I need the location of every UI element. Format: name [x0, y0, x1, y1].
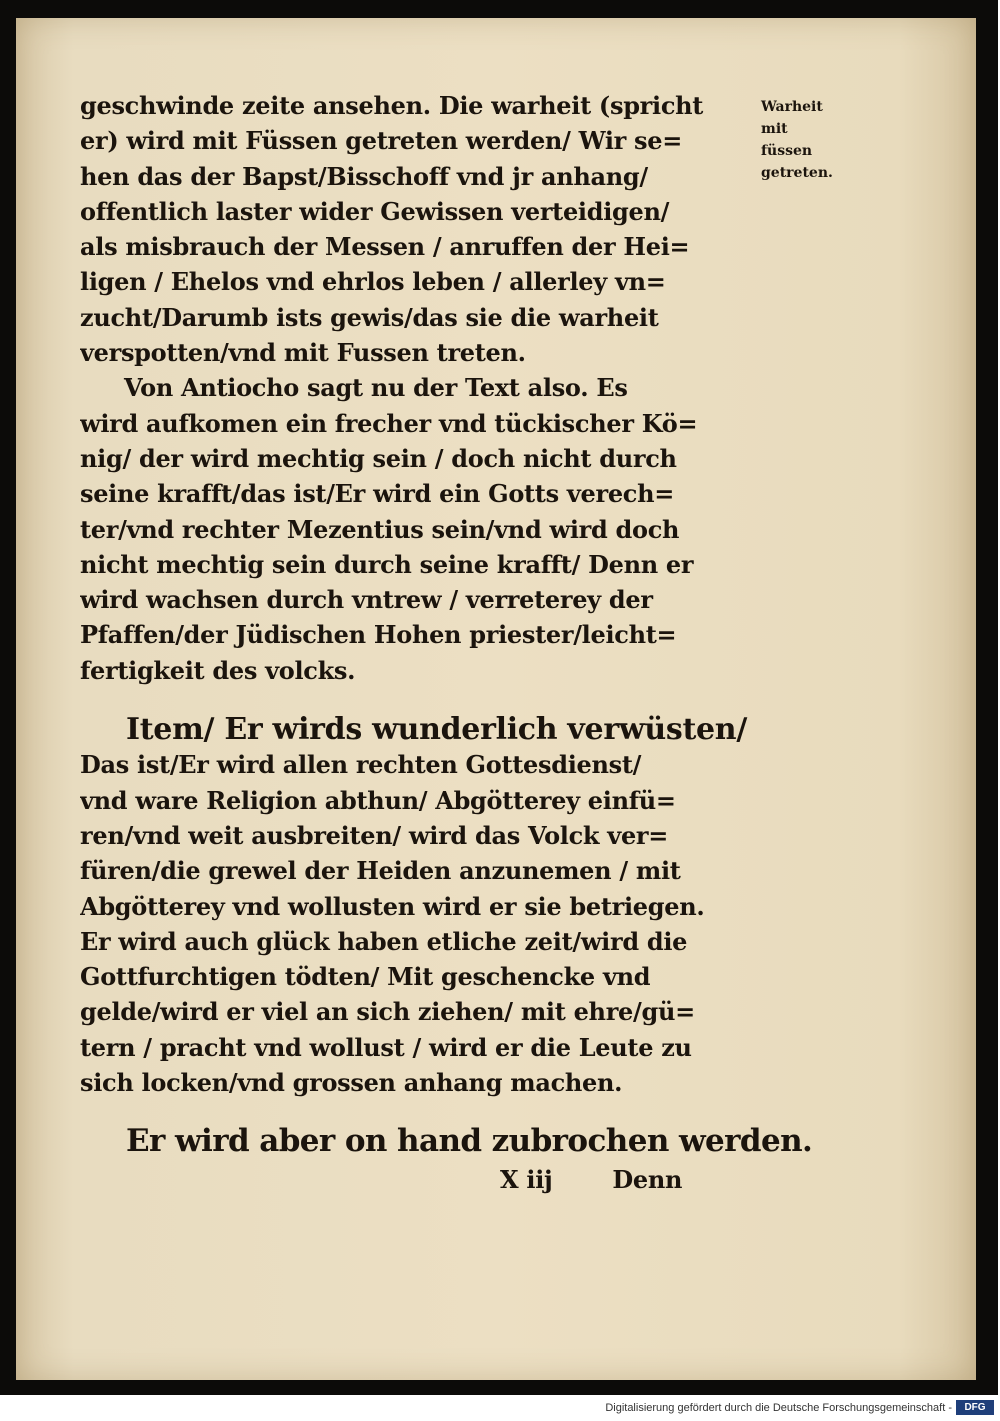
marginal-note-line: füssen	[761, 143, 813, 159]
text-line: Er wird auch glück haben etliche zeit/wird die	[80, 926, 688, 956]
paragraph-3	[80, 712, 780, 1100]
book-page	[16, 18, 976, 1380]
text-line: er) wird mit Füssen getreten werden/ Wir se=	[80, 126, 683, 156]
paragraph-2	[80, 370, 780, 688]
dfg-logo: DFG	[956, 1400, 994, 1415]
text-line: Von Antiocho sagt nu der Text also. Es	[124, 373, 628, 403]
text-line: seine krafft/das ist/Er wird ein Gotts verech=	[80, 479, 675, 509]
text-line: nig/ der wird mechtig sein / doch nicht durch	[80, 443, 677, 473]
signature-mark: X iij	[500, 1164, 553, 1194]
marginal-note-line: getreten.	[761, 165, 833, 181]
text-line: Item/ Er wirds wunderlich verwüsten/	[126, 712, 747, 748]
page-footer-marks	[80, 1162, 780, 1197]
text-line: verspotten/vnd mit Fussen treten.	[80, 338, 526, 368]
text-line: sich locken/vnd grossen anhang machen.	[80, 1068, 623, 1098]
text-line: gelde/wird er viel an sich ziehen/ mit ehre/gü=	[80, 997, 695, 1027]
text-line: als misbrauch der Messen / anruffen der Hei=	[80, 232, 690, 262]
text-line: wird aufkomen ein frecher vnd tückischer Kö=	[80, 408, 698, 438]
text-line: Pfaffen/der Jüdischen Hohen priester/leicht=	[80, 620, 677, 650]
text-line: tern / pracht vnd wollust / wird er die Leute zu	[80, 1032, 692, 1062]
text-line: zucht/Darumb ists gewis/das sie die warheit	[80, 302, 659, 332]
text-line: vnd ware Religion abthun/ Abgötterey einfü=	[80, 785, 676, 815]
text-line: ligen / Ehelos vnd ehrlos leben / allerley vn=	[80, 267, 666, 297]
body-text	[80, 88, 813, 1197]
text-line: ren/vnd weit ausbreiten/ wird das Volck ver=	[80, 820, 669, 850]
closing-line: Er wird aber on hand zubrochen werden.	[126, 1123, 813, 1160]
text-line: Abgötterey vnd wollusten wird er sie betriegen.	[80, 891, 705, 921]
text-line: füren/die grewel der Heiden anzunemen / mit	[80, 856, 681, 886]
paragraph-1	[80, 88, 780, 370]
digitization-footer	[0, 1396, 1000, 1421]
text-line: offentlich laster wider Gewissen verteidigen/	[80, 196, 670, 226]
text-line: Gottfurchtigen tödten/ Mit geschencke vnd	[80, 962, 651, 992]
catchword: Denn	[612, 1164, 683, 1194]
footer-credit: Digitalisierung gefördert durch die Deutsche Forschungsgemeinschaft -	[605, 1402, 952, 1414]
text-line: fertigkeit des volcks.	[80, 655, 356, 685]
text-line: wird wachsen durch vntrew / verreterey der	[80, 585, 653, 615]
text-line: nicht mechtig sein durch seine krafft/ Denn er	[80, 549, 694, 579]
marginal-note-line: Warheit	[761, 99, 823, 115]
text-line: Das ist/Er wird allen rechten Gottesdienst/	[80, 750, 642, 780]
paragraph-spacer	[80, 1100, 780, 1116]
text-line: ter/vnd rechter Mezentius sein/vnd wird doch	[80, 514, 680, 544]
text-line: geschwinde zeite ansehen. Die warheit (spricht	[80, 91, 704, 120]
marginal-note-line: mit	[761, 121, 788, 137]
marginal-note	[761, 96, 881, 184]
text-line: hen das der Bapst/Bisschoff vnd jr anhang/	[80, 161, 648, 191]
paragraph-spacer	[80, 688, 780, 712]
